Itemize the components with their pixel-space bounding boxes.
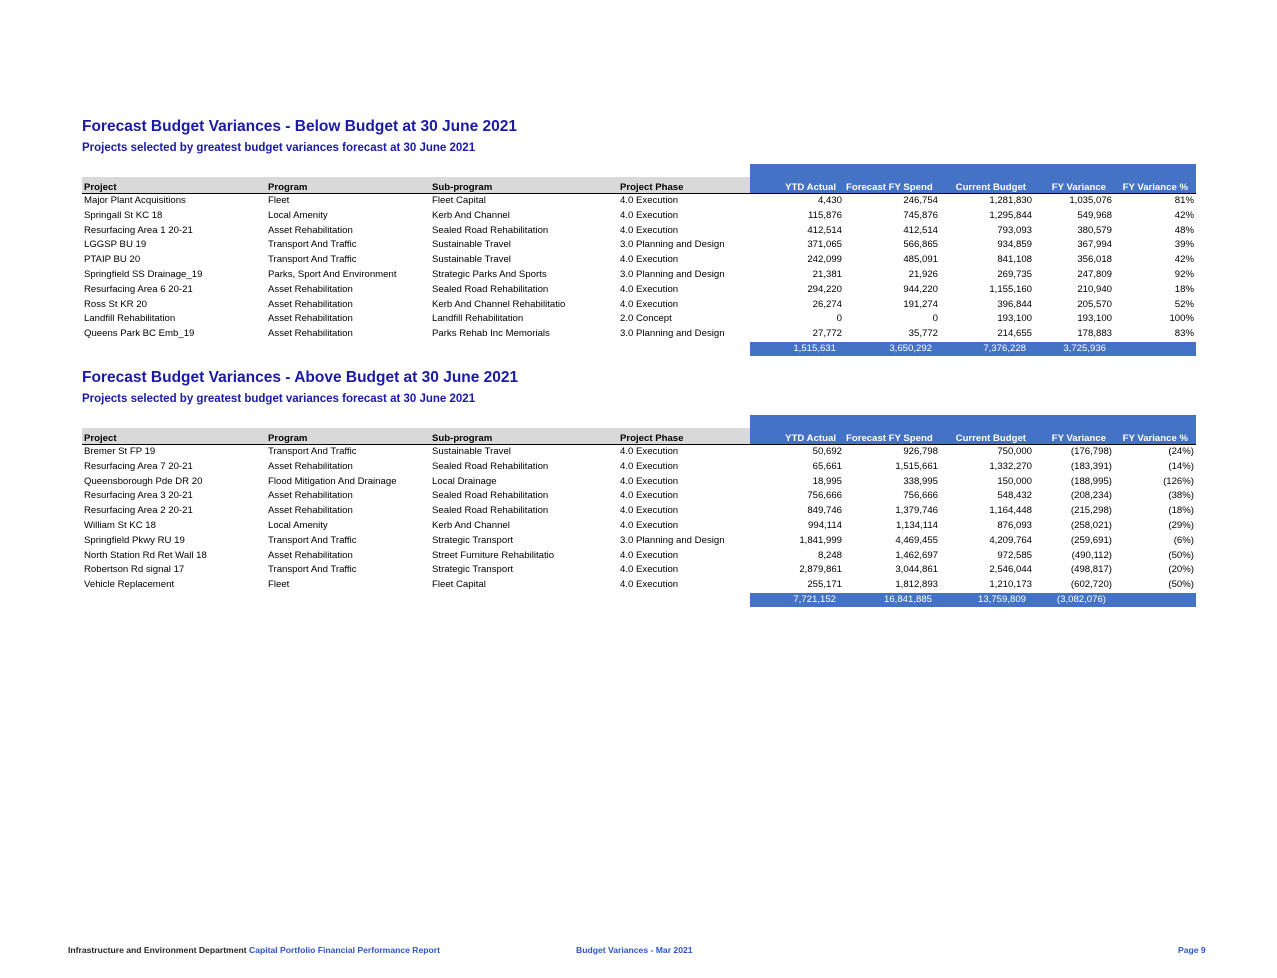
col-phase: Project Phase xyxy=(618,428,750,445)
cell-program: Transport And Traffic xyxy=(268,446,357,457)
cell-ytd: 18,995 xyxy=(812,475,842,487)
col-project: Project xyxy=(82,177,266,194)
below-budget-subtitle: Projects selected by greatest budget variances forecast at 30 June 2021 xyxy=(82,142,476,154)
cell-program: Transport And Traffic xyxy=(268,254,357,266)
table-row xyxy=(82,563,1196,578)
cell-forecast: 246,754 xyxy=(903,195,938,206)
col-variance: FY Variance xyxy=(1034,428,1114,445)
cell-project: Ross St KR 20 xyxy=(84,298,147,310)
cell-forecast: 926,798 xyxy=(903,446,938,457)
cell-project: Resurfacing Area 2 20-21 xyxy=(84,505,193,517)
total-budget: 13,759,809 xyxy=(940,593,1034,607)
cell-ytd: 849,746 xyxy=(807,505,842,517)
cell-forecast: 1,379,746 xyxy=(895,505,938,517)
cell-subprogram: Sealed Road Rehabilitation xyxy=(432,490,549,502)
cell-subprogram: Sustainable Travel xyxy=(432,239,511,251)
cell-subprogram: Sealed Road Rehabilitation xyxy=(432,460,549,472)
cell-project: Landfill Rehabilitation xyxy=(84,313,176,325)
cell-budget: 2,546,044 xyxy=(989,564,1032,576)
cell-ytd: 994,114 xyxy=(808,519,842,531)
total-variance: (3,082,076) xyxy=(1034,593,1114,607)
col-forecast: Forecast FY Spend xyxy=(844,428,940,445)
cell-subprogram: Landfill Rehabilitation xyxy=(432,313,524,325)
cell-variance-pct: 39% xyxy=(1174,239,1194,251)
below-total-row xyxy=(82,342,1196,356)
cell-project: Queensborough Pde DR 20 xyxy=(84,475,203,487)
cell-forecast: 1,812,893 xyxy=(895,579,938,591)
cell-subprogram: Kerb And Channel Rehabilitatio xyxy=(432,298,566,310)
total-pct-empty xyxy=(1114,342,1196,356)
col-ytd: YTD Actual xyxy=(750,428,844,445)
header-band xyxy=(82,415,1196,428)
cell-budget: 750,000 xyxy=(997,446,1032,457)
cell-subprogram: Street Furniture Rehabilitatio xyxy=(432,549,555,561)
total-forecast: 16,841,885 xyxy=(844,593,940,607)
cell-program: Local Amenity xyxy=(268,209,328,221)
cell-ytd: 50,692 xyxy=(812,446,842,457)
cell-subprogram: Local Drainage xyxy=(432,475,497,487)
table-row xyxy=(82,534,1196,549)
cell-ytd: 412,514 xyxy=(807,224,842,236)
cell-variance-pct: (18%) xyxy=(1168,505,1194,517)
cell-forecast: 566,865 xyxy=(903,239,938,251)
column-header-row xyxy=(82,177,1196,194)
cell-variance: 549,968 xyxy=(1077,209,1112,221)
total-variance: 3,725,936 xyxy=(1034,342,1114,356)
col-ytd: YTD Actual xyxy=(750,177,844,194)
cell-forecast: 1,515,661 xyxy=(895,460,938,472)
cell-ytd: 4,430 xyxy=(817,195,842,206)
cell-phase: 4.0 Execution xyxy=(620,549,679,561)
cell-budget: 793,093 xyxy=(997,224,1032,236)
cell-program: Asset Rehabilitation xyxy=(268,313,353,325)
footer-center: Budget Variances - Mar 2021 xyxy=(576,945,693,955)
total-ytd: 7,721,152 xyxy=(750,593,844,607)
cell-program: Asset Rehabilitation xyxy=(268,505,353,517)
cell-subprogram: Sustainable Travel xyxy=(432,254,511,266)
cell-variance: 178,883 xyxy=(1077,328,1112,340)
cell-phase: 4.0 Execution xyxy=(620,283,679,295)
cell-phase: 4.0 Execution xyxy=(620,519,679,531)
cell-program: Parks, Sport And Environment xyxy=(268,268,397,280)
table-row xyxy=(82,445,1196,460)
cell-project: Bremer St FP 19 xyxy=(84,446,156,457)
above-total-row xyxy=(82,593,1196,607)
cell-program: Transport And Traffic xyxy=(268,564,357,576)
cell-budget: 214,655 xyxy=(997,328,1032,340)
cell-variance-pct: 92% xyxy=(1174,268,1194,280)
cell-project: Resurfacing Area 6 20-21 xyxy=(84,283,193,295)
cell-ytd: 27,772 xyxy=(812,328,842,340)
cell-budget: 4,209,764 xyxy=(989,534,1032,546)
cell-ytd: 255,171 xyxy=(807,579,842,591)
col-budget: Current Budget xyxy=(940,177,1034,194)
cell-variance-pct: (14%) xyxy=(1168,460,1194,472)
below-budget-table xyxy=(82,164,1196,356)
cell-program: Asset Rehabilitation xyxy=(268,283,353,295)
cell-phase: 4.0 Execution xyxy=(620,446,679,457)
table-row xyxy=(82,194,1196,209)
cell-phase: 2.0 Concept xyxy=(620,313,672,325)
cell-phase: 3.0 Planning and Design xyxy=(620,239,725,251)
cell-program: Asset Rehabilitation xyxy=(268,460,353,472)
table-row xyxy=(82,298,1196,313)
below-budget-section xyxy=(82,117,1196,356)
cell-ytd: 756,666 xyxy=(807,490,842,502)
cell-budget: 150,000 xyxy=(997,475,1032,487)
cell-project: Springfield SS Drainage_19 xyxy=(84,268,203,280)
cell-phase: 4.0 Execution xyxy=(620,209,679,221)
cell-variance: (258,021) xyxy=(1070,519,1112,531)
cell-ytd: 0 xyxy=(836,313,842,325)
cell-budget: 841,108 xyxy=(997,254,1032,266)
table-row xyxy=(82,460,1196,475)
col-budget: Current Budget xyxy=(940,428,1034,445)
table-row xyxy=(82,268,1196,283)
cell-phase: 4.0 Execution xyxy=(620,564,679,576)
total-ytd: 1,515,631 xyxy=(750,342,844,356)
cell-variance-pct: 81% xyxy=(1174,195,1194,206)
cell-phase: 4.0 Execution xyxy=(620,490,679,502)
cell-variance: (602,720) xyxy=(1070,579,1112,591)
cell-project: Queens Park BC Emb_19 xyxy=(84,328,195,340)
cell-forecast: 944,220 xyxy=(903,283,938,295)
cell-budget: 1,164,448 xyxy=(989,505,1032,517)
cell-program: Asset Rehabilitation xyxy=(268,298,353,310)
cell-variance-pct: 52% xyxy=(1174,298,1194,310)
col-subprogram: Sub-program xyxy=(430,428,618,445)
cell-project: Springfield Pkwy RU 19 xyxy=(84,534,185,546)
cell-phase: 3.0 Planning and Design xyxy=(620,534,725,546)
cell-variance: 367,994 xyxy=(1077,239,1112,251)
cell-project: LGGSP BU 19 xyxy=(84,239,147,251)
above-budget-section xyxy=(82,368,1196,607)
cell-forecast: 191,274 xyxy=(903,298,938,310)
cell-program: Asset Rehabilitation xyxy=(268,490,353,502)
cell-variance-pct: 42% xyxy=(1174,254,1194,266)
cell-budget: 972,585 xyxy=(997,549,1032,561)
table-row xyxy=(82,253,1196,268)
cell-variance: (498,817) xyxy=(1070,564,1112,576)
cell-phase: 4.0 Execution xyxy=(620,460,679,472)
cell-project: North Station Rd Ret Wall 18 xyxy=(84,549,207,561)
cell-variance-pct: (6%) xyxy=(1173,534,1194,546)
cell-phase: 3.0 Planning and Design xyxy=(620,268,725,280)
cell-variance: (188,995) xyxy=(1070,475,1112,487)
cell-variance-pct: 100% xyxy=(1169,313,1194,325)
cell-variance-pct: (29%) xyxy=(1168,519,1194,531)
table-row xyxy=(82,489,1196,504)
cell-budget: 396,844 xyxy=(997,298,1032,310)
col-subprogram: Sub-program xyxy=(430,177,618,194)
footer-department: Infrastructure and Environment Department xyxy=(68,945,247,955)
cell-budget: 193,100 xyxy=(997,313,1032,325)
cell-variance: 247,809 xyxy=(1077,268,1112,280)
cell-subprogram: Kerb And Channel xyxy=(432,209,510,221)
col-variance: FY Variance xyxy=(1034,177,1114,194)
cell-budget: 1,295,844 xyxy=(989,209,1032,221)
cell-forecast: 4,469,455 xyxy=(895,534,938,546)
cell-variance: (259,691) xyxy=(1070,534,1112,546)
cell-subprogram: Strategic Transport xyxy=(432,534,514,546)
below-budget-title: Forecast Budget Variances - Below Budget at 30 June 2021 xyxy=(82,118,518,135)
cell-ytd: 8,248 xyxy=(817,549,842,561)
cell-variance-pct: (126%) xyxy=(1163,475,1194,487)
cell-budget: 1,281,830 xyxy=(989,195,1032,206)
cell-variance-pct: 48% xyxy=(1174,224,1194,236)
cell-project: Springall St KC 18 xyxy=(84,209,163,221)
column-header-row xyxy=(82,428,1196,445)
cell-ytd: 26,274 xyxy=(812,298,842,310)
cell-subprogram: Fleet Capital xyxy=(432,579,486,591)
cell-forecast: 338,995 xyxy=(903,475,938,487)
cell-phase: 4.0 Execution xyxy=(620,224,679,236)
cell-variance-pct: 42% xyxy=(1174,209,1194,221)
cell-forecast: 412,514 xyxy=(903,224,938,236)
cell-project: Robertson Rd signal 17 xyxy=(84,564,185,576)
cell-ytd: 371,065 xyxy=(807,239,842,251)
cell-program: Transport And Traffic xyxy=(268,534,357,546)
cell-forecast: 35,772 xyxy=(908,328,938,340)
cell-ytd: 242,099 xyxy=(807,254,842,266)
cell-ytd: 65,661 xyxy=(812,460,842,472)
cell-project: Resurfacing Area 7 20-21 xyxy=(84,460,193,472)
cell-program: Asset Rehabilitation xyxy=(268,549,353,561)
cell-forecast: 485,091 xyxy=(903,254,938,266)
cell-forecast: 1,134,114 xyxy=(896,519,938,531)
footer-page-number: Page 9 xyxy=(1178,945,1206,955)
cell-variance-pct: (20%) xyxy=(1168,564,1194,576)
total-pct-empty xyxy=(1114,593,1196,607)
cell-variance-pct: (24%) xyxy=(1168,446,1194,457)
cell-phase: 4.0 Execution xyxy=(620,475,679,487)
cell-project: PTAIP BU 20 xyxy=(84,254,141,266)
cell-budget: 1,155,160 xyxy=(989,283,1032,295)
table-row xyxy=(82,238,1196,253)
above-budget-subtitle: Projects selected by greatest budget variances forecast at 30 June 2021 xyxy=(82,393,476,405)
cell-subprogram: Strategic Transport xyxy=(432,564,514,576)
cell-forecast: 1,462,697 xyxy=(895,549,938,561)
above-budget-table xyxy=(82,415,1196,607)
table-row xyxy=(82,475,1196,490)
table-row xyxy=(82,283,1196,298)
cell-project: William St KC 18 xyxy=(84,519,156,531)
cell-forecast: 3,044,861 xyxy=(895,564,938,576)
cell-ytd: 21,381 xyxy=(812,268,842,280)
table-row xyxy=(82,209,1196,224)
cell-program: Asset Rehabilitation xyxy=(268,224,353,236)
cell-forecast: 745,876 xyxy=(903,209,938,221)
cell-subprogram: Sealed Road Rehabilitation xyxy=(432,224,549,236)
cell-phase: 4.0 Execution xyxy=(620,579,679,591)
cell-ytd: 2,879,861 xyxy=(799,564,842,576)
cell-variance: 205,570 xyxy=(1077,298,1112,310)
cell-ytd: 115,876 xyxy=(808,209,842,221)
cell-variance-pct: (50%) xyxy=(1168,579,1194,591)
table-row xyxy=(82,519,1196,534)
cell-variance: (215,298) xyxy=(1070,505,1112,517)
cell-budget: 876,093 xyxy=(997,519,1032,531)
cell-variance: 356,018 xyxy=(1077,254,1112,266)
cell-program: Local Amenity xyxy=(268,519,328,531)
cell-subprogram: Sealed Road Rehabilitation xyxy=(432,283,549,295)
cell-forecast: 756,666 xyxy=(903,490,938,502)
cell-variance: 1,035,076 xyxy=(1069,195,1112,206)
cell-budget: 1,332,270 xyxy=(989,460,1032,472)
cell-program: Fleet xyxy=(268,579,290,591)
header-band xyxy=(82,164,1196,177)
cell-budget: 548,432 xyxy=(997,490,1032,502)
footer-report-title: Capital Portfolio Financial Performance Report xyxy=(248,945,440,955)
table-row xyxy=(82,312,1196,327)
cell-program: Fleet xyxy=(268,195,290,206)
col-variance-pct: FY Variance % xyxy=(1114,428,1196,445)
cell-subprogram: Sealed Road Rehabilitation xyxy=(432,505,549,517)
cell-ytd: 1,841,999 xyxy=(799,534,842,546)
cell-program: Transport And Traffic xyxy=(268,239,357,251)
cell-phase: 3.0 Planning and Design xyxy=(620,328,725,340)
table-row xyxy=(82,578,1196,593)
cell-budget: 1,210,173 xyxy=(989,579,1032,591)
col-project: Project xyxy=(82,428,266,445)
cell-variance-pct: (50%) xyxy=(1168,549,1194,561)
cell-program: Asset Rehabilitation xyxy=(268,328,353,340)
cell-budget: 269,735 xyxy=(997,268,1032,280)
cell-program: Flood Mitigation And Drainage xyxy=(268,475,397,487)
cell-project: Resurfacing Area 3 20-21 xyxy=(84,490,193,502)
cell-subprogram: Fleet Capital xyxy=(432,195,486,206)
cell-variance: 380,579 xyxy=(1077,224,1112,236)
table-row xyxy=(82,549,1196,564)
cell-phase: 4.0 Execution xyxy=(620,298,679,310)
col-program: Program xyxy=(266,177,430,194)
table-row xyxy=(82,224,1196,239)
cell-variance-pct: 18% xyxy=(1174,283,1194,295)
cell-project: Resurfacing Area 1 20-21 xyxy=(84,224,193,236)
cell-subprogram: Strategic Parks And Sports xyxy=(432,268,547,280)
cell-variance: 210,940 xyxy=(1077,283,1112,295)
cell-phase: 4.0 Execution xyxy=(620,254,679,266)
cell-project: Major Plant Acquisitions xyxy=(84,195,186,206)
cell-forecast: 0 xyxy=(932,313,938,325)
cell-subprogram: Sustainable Travel xyxy=(432,446,511,457)
cell-ytd: 294,220 xyxy=(807,283,842,295)
table-row xyxy=(82,504,1196,519)
cell-variance: (183,391) xyxy=(1070,460,1112,472)
col-phase: Project Phase xyxy=(618,177,750,194)
table-row xyxy=(82,327,1196,342)
cell-subprogram: Kerb And Channel xyxy=(432,519,510,531)
cell-subprogram: Parks Rehab Inc Memorials xyxy=(432,328,550,340)
cell-budget: 934,859 xyxy=(997,239,1032,251)
cell-phase: 4.0 Execution xyxy=(620,195,679,206)
cell-variance-pct: 83% xyxy=(1174,328,1194,340)
col-forecast: Forecast FY Spend xyxy=(844,177,940,194)
above-budget-title: Forecast Budget Variances - Above Budget at 30 June 2021 xyxy=(82,369,519,386)
cell-variance: (176,798) xyxy=(1070,446,1112,457)
footer-left xyxy=(68,944,440,956)
total-budget: 7,376,228 xyxy=(940,342,1034,356)
cell-variance: 193,100 xyxy=(1077,313,1112,325)
col-variance-pct: FY Variance % xyxy=(1114,177,1196,194)
cell-variance: (490,112) xyxy=(1071,549,1112,561)
total-forecast: 3,650,292 xyxy=(844,342,940,356)
cell-forecast: 21,926 xyxy=(908,268,938,280)
col-program: Program xyxy=(266,428,430,445)
cell-project: Vehicle Replacement xyxy=(84,579,175,591)
cell-variance: (208,234) xyxy=(1070,490,1112,502)
cell-variance-pct: (38%) xyxy=(1168,490,1194,502)
cell-phase: 4.0 Execution xyxy=(620,505,679,517)
